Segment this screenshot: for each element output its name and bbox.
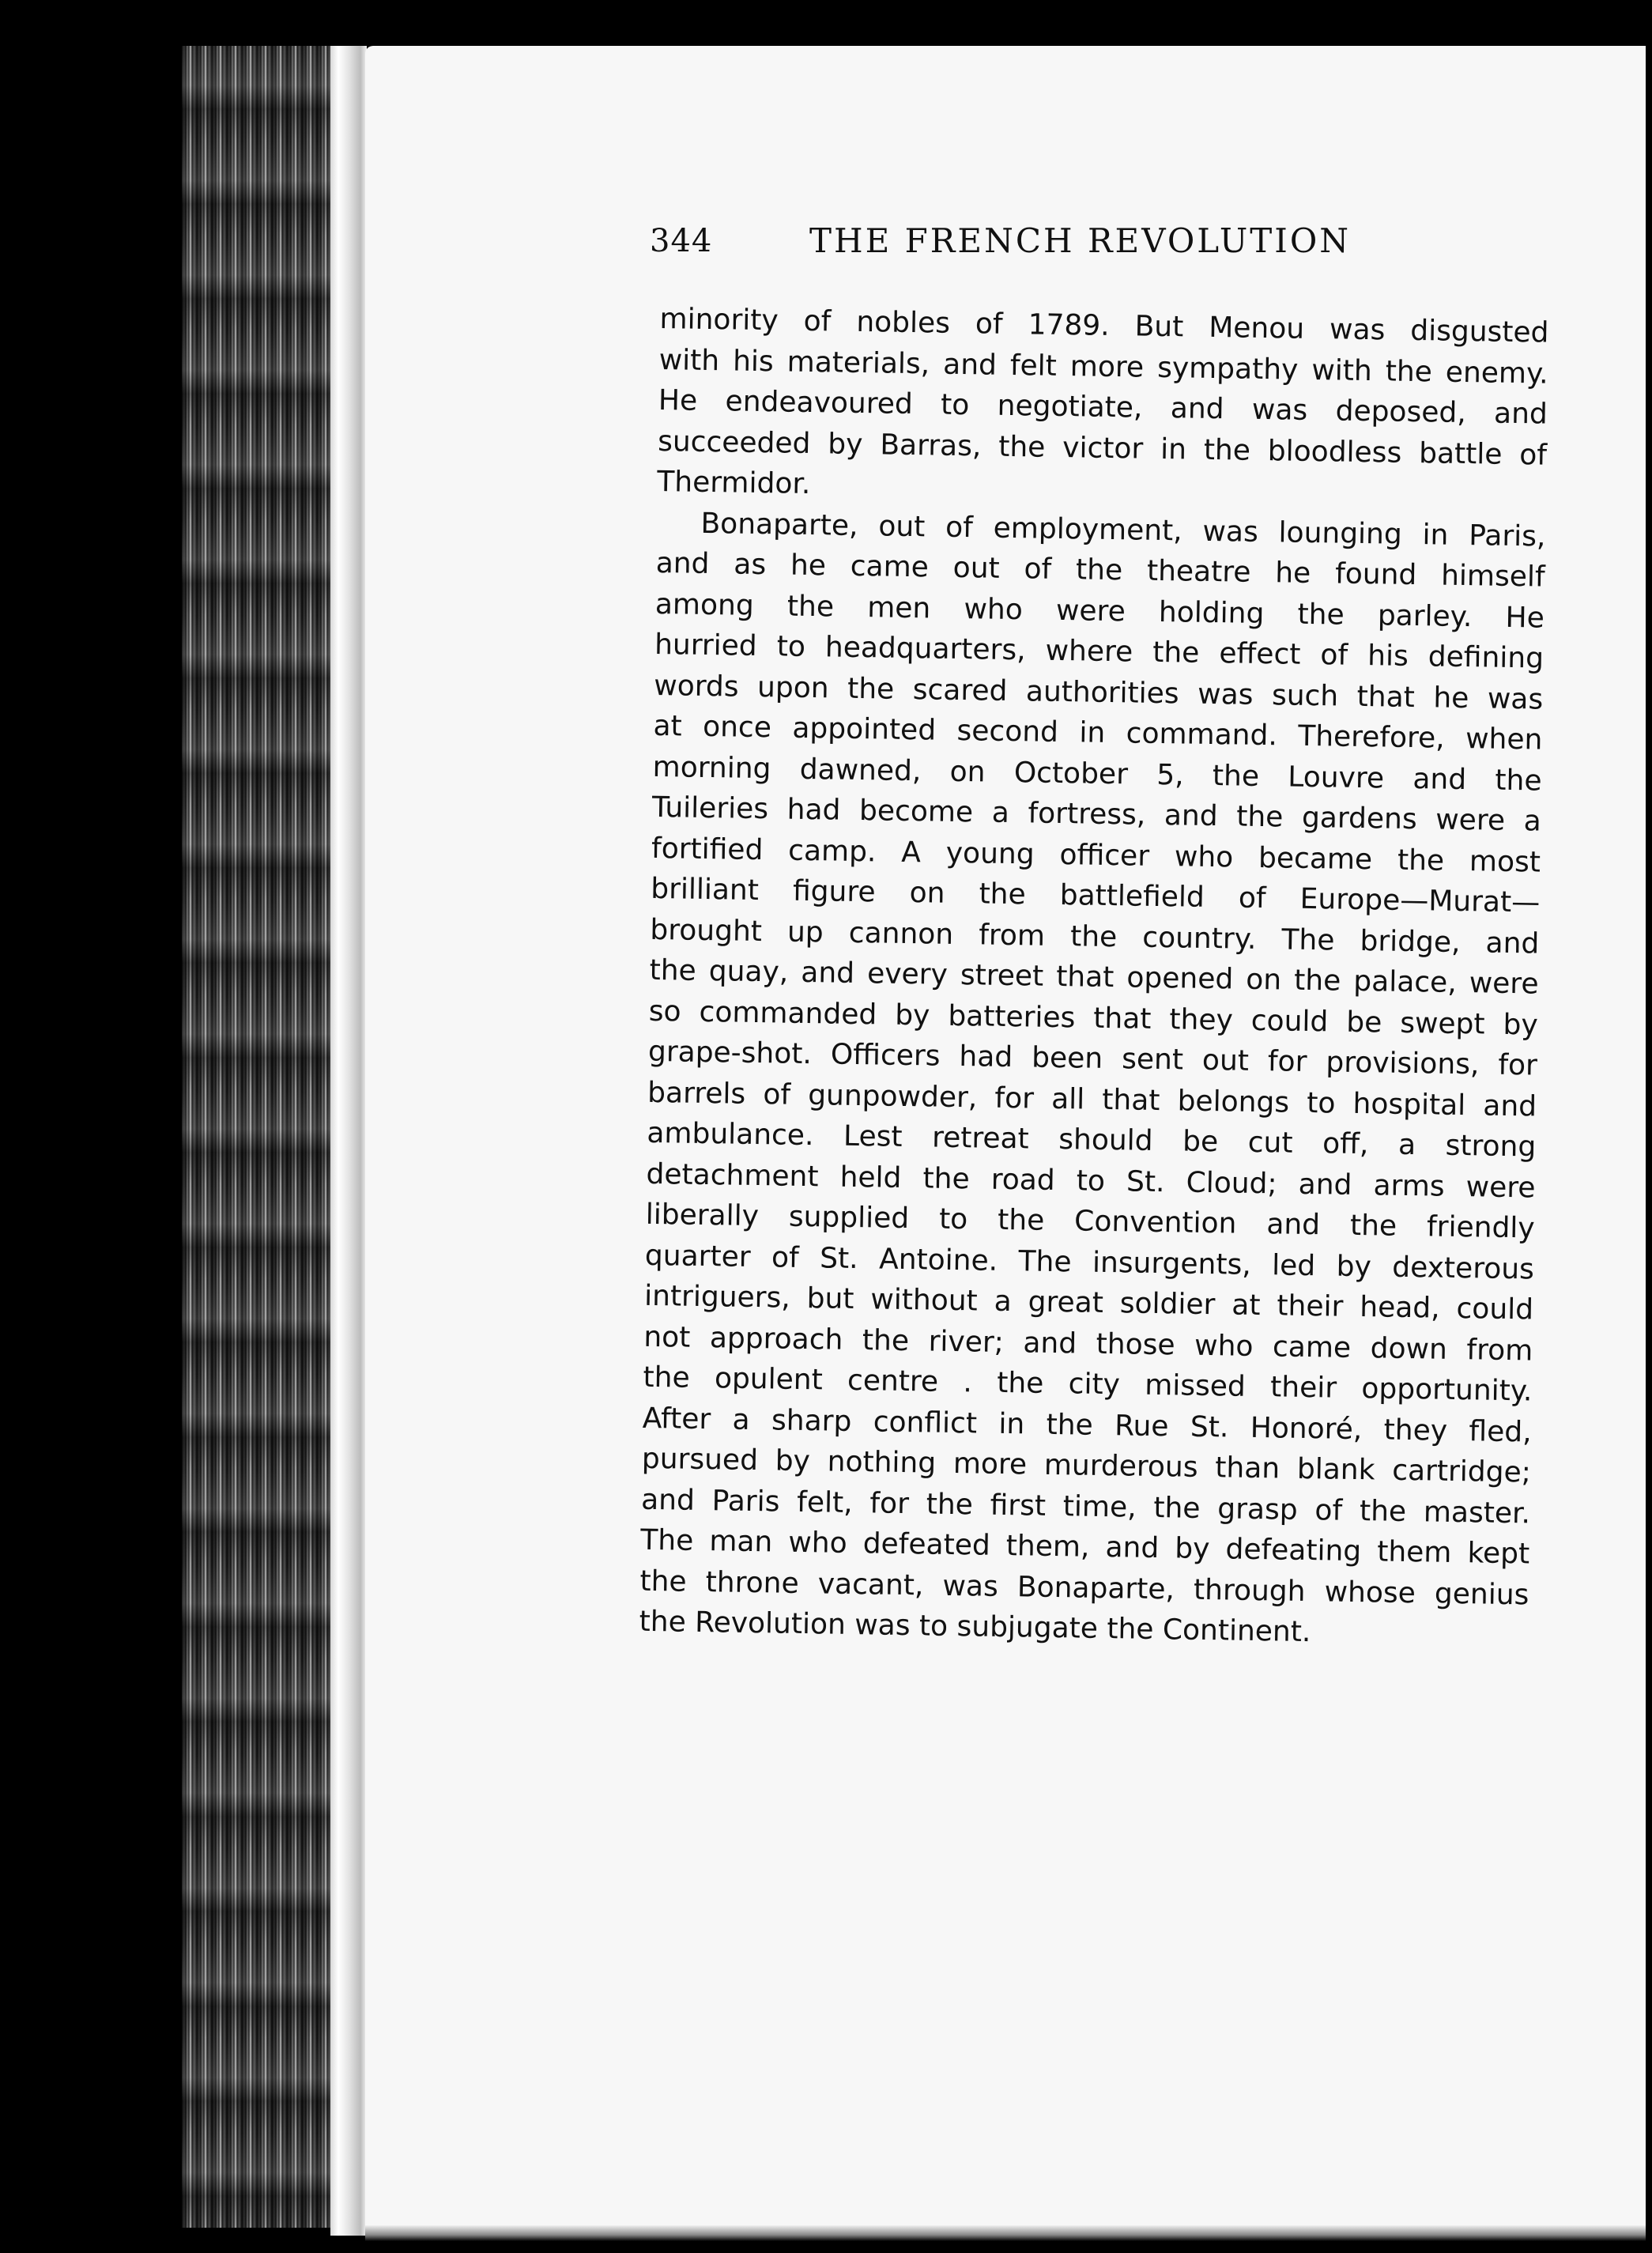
text-line: Thermidor. [657,465,811,501]
text-line: at once appointed second in command. Therefore, when [653,709,1543,757]
running-head [650,223,1393,270]
text-line: Tuileries had become a fortress, and the gardens were a [651,791,1542,838]
text-line: and as he came out of the theatre he found himself [655,546,1545,594]
text-line: among the men who were holding the parley. He [654,587,1545,635]
text-line: barrels of gunpowder, for all that belongs to hospital and [647,1076,1537,1123]
text-line: brilliant figure on the battlefield of Europe—Murat— [650,872,1541,919]
text-line: After a sharp conflict in the Rue St. Honoré, they fled, [642,1402,1532,1448]
text-line: liberally supplied to the Convention and the friendly [645,1198,1535,1245]
text-line: pursued by nothing more murderous than blank cartridge; [641,1442,1532,1489]
text-line: grape-shot. Officers had been sent out for provisions, for [647,1035,1538,1082]
text-line: minority of nobles of 1789. But Menou was disgusted [659,302,1549,349]
text-line: morning dawned, on October 5, the Louvre and the [652,750,1542,798]
body-text [639,299,1549,1656]
text-line: the opulent centre . the city missed their opportunity. [643,1360,1533,1408]
text-line: brought up cannon from the country. The bridge, and [650,913,1540,960]
text-line: succeeded by Barras, the victor in the bloodless battle of [657,425,1548,472]
text-line: Bonaparte, out of employment, was lounging in Paris, [700,507,1546,553]
text-line: not approach the river; and those who came down from [643,1320,1533,1368]
book-gutter [330,46,367,2236]
text-line: ambulance. Lest retreat should be cut off, a strong [647,1116,1537,1164]
text-line: the quay, and every street that opened on the palace, were [649,953,1539,1001]
text-line: quarter of St. Antoine. The insurgents, led by dexterous [644,1239,1535,1286]
text-line: and Paris felt, for the first time, the grasp of the master. [640,1483,1531,1530]
running-title: THE FRENCH REVOLUTION [809,221,1352,260]
text-line: detachment held the road to St. Cloud; and arms were [646,1157,1536,1205]
text-line: the Revolution was to subjugate the Continent. [639,1605,1311,1649]
text-line: with his materials, and felt more sympathy with the enemy. [658,343,1548,391]
text-line: the throne vacant, was Bonaparte, through whose genius [639,1564,1529,1611]
text-line: The man who defeated them, and by defeating them kept [640,1523,1530,1571]
text-line: hurried to headquarters, where the effect of his defining [654,628,1545,675]
text-line: He endeavoured to negotiate, and was deposed, and [658,383,1548,431]
text-line: so commanded by batteries that they could be swept by [648,994,1539,1042]
page-number: 344 [650,223,713,259]
text-line: fortified camp. A young officer who became the most [651,832,1541,879]
text-line: words upon the scared authorities was such that he was [653,669,1544,716]
page-bottom-edge [365,2225,1646,2241]
text-line: intriguers, but without a great soldier at their head, could [643,1279,1534,1327]
